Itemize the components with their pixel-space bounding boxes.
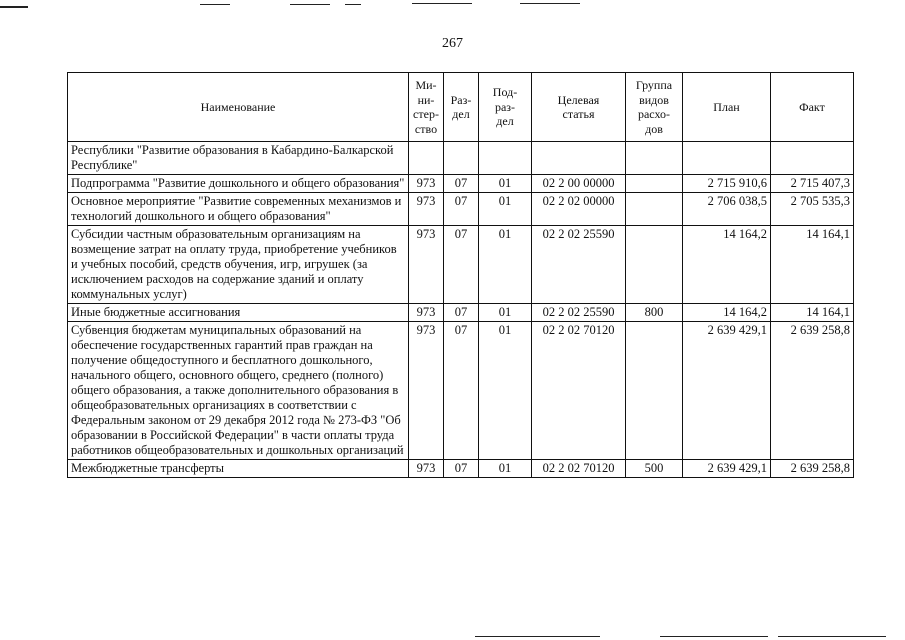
cell-target: 02 2 02 70120 — [532, 460, 626, 478]
cell-name: Основное мероприятие "Развитие современных механизмов и технологий дошкольного и общего образования" — [68, 193, 409, 226]
cell-subsection: 01 — [479, 304, 532, 322]
cell-name: Иные бюджетные ассигнования — [68, 304, 409, 322]
cell-ministry: 973 — [409, 460, 444, 478]
cell-plan: 14 164,2 — [683, 226, 771, 304]
header-ministry: Ми- ни- стер- ство — [409, 73, 444, 142]
scan-mark-top-3 — [290, 4, 330, 5]
cell-plan: 2 715 910,6 — [683, 175, 771, 193]
cell-section: 07 — [444, 175, 479, 193]
cell-group: 500 — [626, 460, 683, 478]
table-row — [68, 142, 854, 175]
table-row — [68, 193, 854, 226]
scan-mark-top-5 — [412, 3, 472, 4]
cell-subsection — [479, 142, 532, 175]
cell-target: 02 2 02 70120 — [532, 322, 626, 460]
scan-mark-top-2 — [200, 4, 230, 5]
cell-ministry: 973 — [409, 304, 444, 322]
scan-mark-bottom-1 — [475, 636, 600, 637]
cell-name: Межбюджетные трансферты — [68, 460, 409, 478]
cell-fact: 14 164,1 — [771, 304, 854, 322]
cell-plan: 2 639 429,1 — [683, 460, 771, 478]
cell-ministry: 973 — [409, 226, 444, 304]
cell-section — [444, 142, 479, 175]
header-expense-group: Группа видов расхо- дов — [626, 73, 683, 142]
table-row — [68, 322, 854, 460]
cell-ministry: 973 — [409, 193, 444, 226]
cell-target: 02 2 02 00000 — [532, 193, 626, 226]
cell-fact: 2 639 258,8 — [771, 322, 854, 460]
cell-section: 07 — [444, 304, 479, 322]
cell-fact: 2 715 407,3 — [771, 175, 854, 193]
table-row — [68, 304, 854, 322]
budget-table — [67, 72, 854, 478]
scan-mark-top-6 — [520, 3, 580, 4]
cell-fact: 14 164,1 — [771, 226, 854, 304]
cell-ministry: 973 — [409, 175, 444, 193]
cell-name: Субсидии частным образовательным организациям на возмещение затрат на оплату труда, приобретение учебников и учебных пособий, средств обучения, игр, игрушек (за исключением расходов на содержание зданий и оплату коммунальных услуг) — [68, 226, 409, 304]
cell-ministry — [409, 142, 444, 175]
cell-name: Подпрограмма "Развитие дошкольного и общего образования" — [68, 175, 409, 193]
header-target: Целевая статья — [532, 73, 626, 142]
cell-plan — [683, 142, 771, 175]
cell-group: 800 — [626, 304, 683, 322]
cell-group — [626, 226, 683, 304]
cell-ministry: 973 — [409, 322, 444, 460]
table-row — [68, 460, 854, 478]
table-row — [68, 175, 854, 193]
cell-section: 07 — [444, 226, 479, 304]
table-row — [68, 226, 854, 304]
cell-section: 07 — [444, 193, 479, 226]
scan-mark-bottom-3 — [778, 636, 886, 637]
cell-fact — [771, 142, 854, 175]
cell-group — [626, 193, 683, 226]
scan-mark-top-1 — [0, 6, 28, 8]
cell-group — [626, 142, 683, 175]
page-number: 267 — [442, 36, 463, 51]
cell-subsection: 01 — [479, 226, 532, 304]
cell-plan: 2 706 038,5 — [683, 193, 771, 226]
cell-subsection: 01 — [479, 175, 532, 193]
cell-plan: 2 639 429,1 — [683, 322, 771, 460]
cell-fact: 2 705 535,3 — [771, 193, 854, 226]
cell-target: 02 2 00 00000 — [532, 175, 626, 193]
cell-group — [626, 322, 683, 460]
scan-mark-bottom-2 — [660, 636, 768, 637]
scan-mark-top-4 — [345, 4, 361, 5]
cell-target — [532, 142, 626, 175]
cell-section: 07 — [444, 322, 479, 460]
cell-subsection: 01 — [479, 322, 532, 460]
cell-fact: 2 639 258,8 — [771, 460, 854, 478]
table-header-row — [68, 73, 854, 142]
header-section: Раз- дел — [444, 73, 479, 142]
cell-group — [626, 175, 683, 193]
cell-plan: 14 164,2 — [683, 304, 771, 322]
cell-section: 07 — [444, 460, 479, 478]
cell-target: 02 2 02 25590 — [532, 304, 626, 322]
header-plan: План — [683, 73, 771, 142]
cell-subsection: 01 — [479, 460, 532, 478]
header-name: Наименование — [68, 73, 409, 142]
cell-name: Субвенция бюджетам муниципальных образований на обеспечение государственных гарантий прав граждан на получение общедоступного и бесплатного дошкольного, начального общего, основного общего, среднего (полного) общего образования, а также дополнительного образования в общеобразовательных организациях в соответствии с Федеральным законом от 29 декабря 2012 года № 273-ФЗ "Об образовании в Российской Федерации" в части оплаты труда работников общеобразовательных и дошкольных организаций — [68, 322, 409, 460]
cell-target: 02 2 02 25590 — [532, 226, 626, 304]
cell-subsection: 01 — [479, 193, 532, 226]
header-fact: Факт — [771, 73, 854, 142]
cell-name: Республики "Развитие образования в Кабардино-Балкарской Республике" — [68, 142, 409, 175]
header-subsection: Под- раз- дел — [479, 73, 532, 142]
